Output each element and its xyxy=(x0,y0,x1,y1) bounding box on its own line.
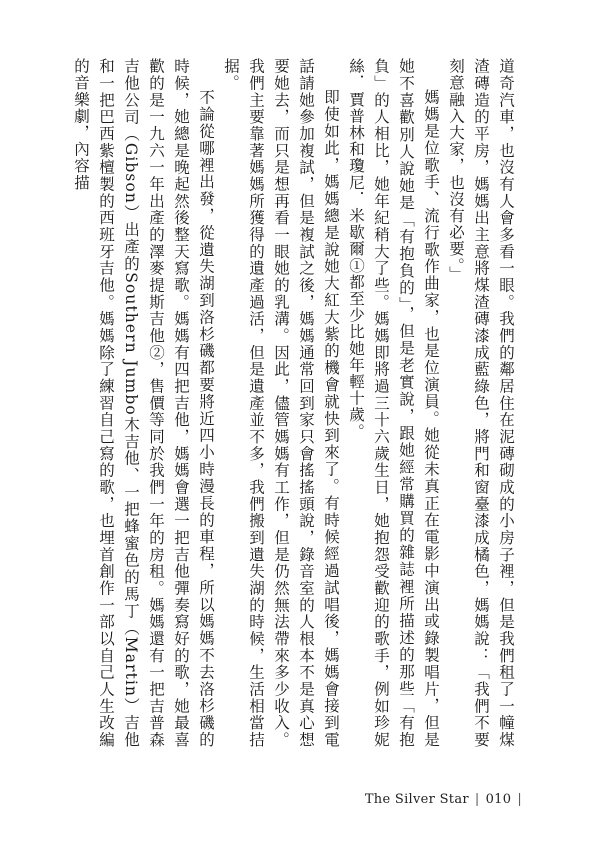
page-number: 010 xyxy=(485,792,512,807)
book-title: The Silver Star xyxy=(364,792,469,807)
footer-separator: | xyxy=(474,792,480,807)
footer-separator-trailing: | xyxy=(517,792,522,807)
paragraph-3: 即使如此，媽媽總是說她大紅大紫的機會就快到來了。有時候經過試唱後，媽媽會接到電話請她參加複試，但是複試之後，媽媽通常回到家只會搖搖頭說，錄音室的人根本不是真心想要她去，而只是想再看一眼她的乳溝。因此，儘管媽媽有工作，但是仍然無法帶來多少收入。我們主要靠著媽媽所獲得的遺產過活，但是遺產並不多，我們搬到遺失湖的時候，生活相當拮据。 xyxy=(222,58,340,748)
paragraph-1: 道奇汽車，也沒有人會多看一眼。我們的鄰居住在泥磚砌成的小房子裡，但是我們租了一幢煤渣磚造的平房，媽媽出主意將煤渣磚漆成藍綠色，將門和窗臺漆成橘色，媽媽說：「我們不要刻意融入大家，也沒有必要。」 xyxy=(447,58,515,748)
paragraph-4: 不論從哪裡出發，從遺失湖到洛杉磯都要將近四小時漫長的車程，所以媽媽不去洛杉磯的時候，她總是晚起然後整天寫歌。媽媽有四把吉他，媽媽會選一把吉他彈奏寫好的歌，她最喜歡的是一九六一年出產的澤麥提斯吉他②，售價等同於我們一年的房租。媽媽還有一把吉普森吉他公司（Gibson）出產的Southern Jumbo木吉他、一把蜂蜜色的馬丁（Martin）吉他和一把巴西紫檀製的西班牙吉他。媽媽除了練習自己寫的歌，也埋首創作一部以自己人生改編的音樂劇，內容描 xyxy=(72,58,215,748)
vertical-text-body xyxy=(72,58,518,748)
paragraph-2: 媽媽是位歌手、流行歌作曲家，也是位演員。她從未真正在電影中演出或錄製唱片，但是她不喜歡別人說她是「有抱負的」，但是老實說，跟她經常購買的雜誌裡所描述的那些「有抱負」的人相比，她年紀稍大了些。媽媽即將過三十六歲生日，她抱怨受歡迎的歌手，例如珍妮絲．賈普林和瓊尼．米歇爾①都至少比她年輕十歲。 xyxy=(347,58,440,748)
page-footer xyxy=(365,792,522,807)
